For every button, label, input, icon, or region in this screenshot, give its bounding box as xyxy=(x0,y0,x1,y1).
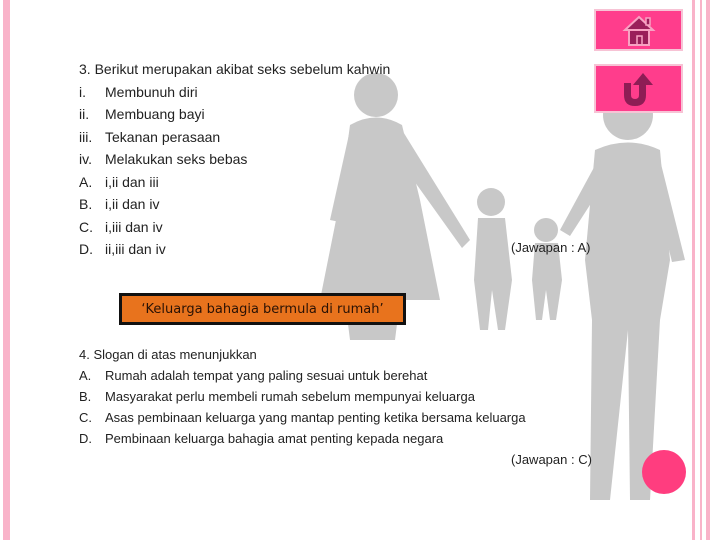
item-text: Melakukan seks bebas xyxy=(105,151,248,167)
option-text: i,ii dan iv xyxy=(105,196,160,212)
option-text: ii,iii dan iv xyxy=(105,241,166,257)
slogan-box: ‘Keluarga bahagia bermula di rumah’ xyxy=(119,293,406,325)
item-key: iv. xyxy=(79,151,92,167)
option-key: D. xyxy=(79,241,93,257)
option-key: C. xyxy=(79,218,93,235)
option-key: A. xyxy=(79,173,93,190)
option-key: B. xyxy=(79,389,92,404)
item-key: iii. xyxy=(79,128,93,145)
answer-q4: (Jawapan : C) xyxy=(511,452,592,467)
answer-q3: (Jawapan : A) xyxy=(511,240,591,255)
question-3-title: 3. Berikut merupakan akibat seks sebelum kahwin xyxy=(79,61,391,77)
option-key: B. xyxy=(79,196,93,212)
item-text: Tekanan perasaan xyxy=(105,128,221,145)
option-key: D. xyxy=(79,431,92,446)
item-text: Membuang bayi xyxy=(105,106,205,122)
return-arrow-icon xyxy=(619,69,659,109)
option-text: i,ii dan iii xyxy=(105,173,159,190)
home-icon xyxy=(622,13,656,47)
option-key: C. xyxy=(79,410,92,425)
back-button[interactable] xyxy=(594,64,683,113)
option-text: Pembinaan keluarga bahagia amat penting kepada negara xyxy=(105,431,444,446)
question-3 xyxy=(79,58,390,261)
option-text: Rumah adalah tempat yang paling sesuai untuk berehat xyxy=(105,368,428,383)
option-text: Asas pembinaan keluarga yang mantap penting ketika bersama keluarga xyxy=(105,410,526,425)
home-button[interactable] xyxy=(594,9,683,51)
decorative-circle xyxy=(642,450,686,494)
option-key: A. xyxy=(79,368,92,383)
item-text: Membunuh diri xyxy=(105,83,198,100)
item-key: i. xyxy=(79,83,86,100)
item-key: ii. xyxy=(79,106,90,122)
option-text: i,iii dan iv xyxy=(105,218,163,235)
option-text: Masyarakat perlu membeli rumah sebelum mempunyai keluarga xyxy=(105,389,475,404)
question-4 xyxy=(79,344,526,449)
question-4-title: 4. Slogan di atas menunjukkan xyxy=(79,347,257,362)
